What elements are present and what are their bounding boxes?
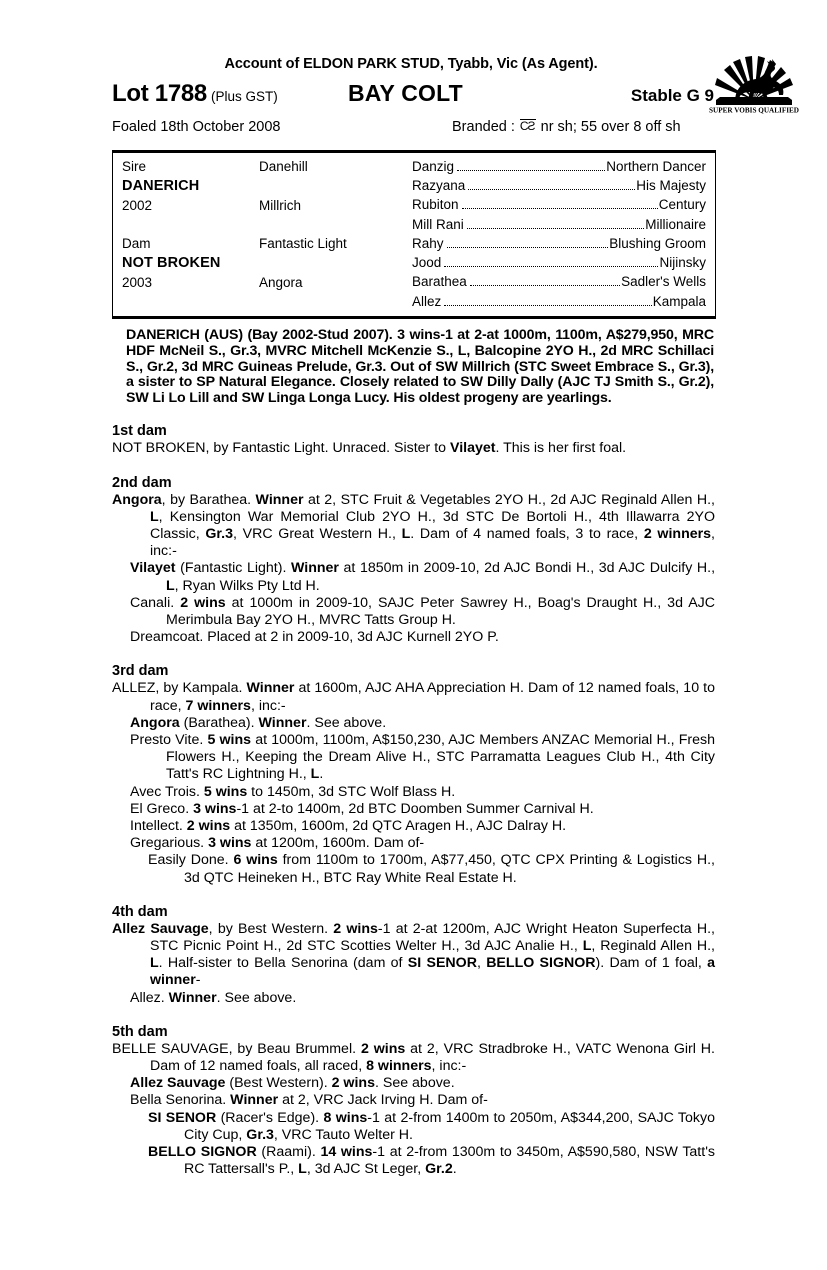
pedigree-grandparent-name: Rahy: [412, 235, 444, 251]
pedigree-entry: [112, 784, 716, 801]
foaled-branded-row: [112, 119, 716, 139]
entry-text: at 2, STC Fruit & Vegetables 2YO H., 2d AJC Reginald Allen H.,: [303, 491, 715, 508]
pedigree-rows: [113, 157, 715, 311]
entry-highlight: 2 winners: [643, 525, 712, 542]
pedigree-entry: [112, 1075, 716, 1092]
entry-highlight: Angora: [112, 491, 162, 508]
pedigree-entry: [112, 818, 716, 835]
pedigree-cell-generation3: [412, 255, 715, 271]
pedigree-row: [113, 196, 715, 215]
pedigree-cell-generation1: [113, 255, 259, 271]
entry-highlight: 2 wins: [360, 1040, 406, 1057]
catalogue-page: [112, 0, 799, 1178]
super-vobis-qualified-logo: [706, 54, 802, 116]
pedigree-parent-name: NOT BROKEN: [122, 255, 221, 272]
entry-highlight: L: [166, 577, 175, 594]
pedigree-row: [113, 215, 715, 234]
entry-text: at 2, VRC Jack Irving H. Dam of-: [278, 1092, 488, 1109]
pedigree-entry: [112, 680, 716, 714]
entry-highlight: L: [150, 508, 159, 525]
entry-highlight: 3 wins: [208, 835, 252, 852]
entry-highlight: a winner: [150, 955, 716, 989]
entry-highlight: BELLO SIGNOR: [486, 955, 596, 972]
pedigree-entry: [112, 835, 716, 852]
entry-text: . See above.: [216, 989, 297, 1006]
pedigree-cell-generation2: Angora: [259, 274, 303, 290]
entry-text: Avec Trois.: [130, 783, 204, 800]
pedigree-entry: [112, 715, 716, 732]
entry-text: NOT BROKEN, by Fantastic Light. Unraced. Sister to: [112, 440, 450, 457]
entry-text: Easily Done.: [148, 852, 234, 869]
entry-highlight: Angora: [130, 714, 180, 731]
entry-highlight: 2 wins: [331, 1075, 375, 1092]
pedigree-grandparent-name: Danzig: [412, 158, 455, 174]
entry-text: at 1600m, AJC AHA Appreciation H. Dam of 12 named foals, 10 to race,: [150, 680, 716, 714]
entry-text: ). Dam of 1 foal,: [595, 955, 708, 972]
entry-text: . Dam of 4 named foals, 3 to race,: [410, 525, 644, 542]
entry-text: , Kensington War Memorial Club 2YO H., 3d STC De Bortoli H., 4th Illawarra 2YO Classic,: [150, 508, 715, 542]
entry-highlight: Vilayet: [130, 560, 176, 577]
sire-description: DANERICH (AUS) (Bay 2002-Stud 2007). 3 wins-1 at 2-at 1000m, 1100m, A$279,950, MRC HDF McNeil S., Gr.3, MVRC Mitchell McKenzie S., L, Balcopine 2YO H., 2d MRC Schillaci S., Gr.2, 3d MRC Guineas Prelude, Gr.3. Out of SW Millrich (STC Sweet Embrace S., Gr.3), a sister to SP Natural Elegance. Closely related to SW Dilly Dally (AJC TJ Smith S., Gr.2), SW Li Lo Lill and SW Linga Longa Lucy. His oldest progeny are yearlings.: [126, 327, 714, 406]
pedigree-cell-generation1: 2002: [122, 197, 153, 213]
entry-highlight: 8 wins: [323, 1109, 368, 1126]
pedigree-great-grandparent-name: Nijinsky: [659, 255, 706, 271]
branded-detail: nr sh; 55 over 8 off sh: [536, 119, 681, 135]
pedigree-leader-dots: [470, 285, 620, 286]
pedigree-cell-generation2: Millrich: [259, 197, 301, 213]
entry-highlight: 14 wins: [320, 1144, 373, 1161]
pedigree-leader-dots: [444, 305, 651, 306]
pedigree-entry: [112, 1144, 716, 1178]
entry-text: .: [452, 1161, 457, 1178]
pedigree-entry: [112, 560, 716, 594]
pedigree-leader-dots: [462, 208, 658, 209]
lot-number: Lot 1788: [112, 80, 207, 107]
entry-text: Presto Vite.: [130, 731, 208, 748]
entry-text: . Half-sister to Bella Senorina (dam of: [158, 955, 408, 972]
entry-text: , VRC Tauto Welter H.: [273, 1126, 413, 1143]
entry-text: (Fantastic Light).: [175, 560, 291, 577]
pedigree-table: [112, 150, 716, 319]
dam-section: [112, 663, 716, 886]
entry-highlight: L: [401, 525, 411, 542]
pedigree-great-grandparent-name: Century: [658, 197, 706, 213]
entry-text: Dreamcoat. Placed at 2 in 2009-10, 3d AJC Kurnell 2YO P.: [130, 629, 499, 646]
entry-text: Bella Senorina.: [130, 1092, 231, 1109]
entry-highlight: L: [150, 955, 159, 972]
entry-highlight: 6 wins: [233, 852, 278, 869]
entry-text: -1 at 2-at 1200m, AJC Wright Heaton Superfecta H., STC Picnic Point H., 2d STC Scotties Welter H., 3d AJC Analie H.,: [150, 920, 715, 955]
account-line: Account of ELDON PARK STUD, Tyabb, Vic (As Agent).: [224, 56, 598, 72]
pedigree-great-grandparent-name: Sadler's Wells: [621, 274, 706, 290]
dam-sections: [112, 423, 716, 1178]
pedigree-cell-generation1: Dam: [122, 236, 151, 252]
pedigree-row: [113, 234, 715, 253]
brand-char-2: S: [528, 119, 536, 133]
pedigree-parent-name: DANERICH: [122, 177, 200, 194]
pedigree-cell-generation3: [412, 236, 715, 252]
pedigree-great-grandparent-name: Kampala: [652, 293, 706, 309]
pedigree-entry: [112, 595, 716, 629]
pedigree-entry: [112, 492, 716, 561]
pedigree-grandparent-name: Razyana: [412, 177, 466, 193]
entry-highlight: L: [582, 938, 592, 955]
foaled-date: Foaled 18th October 2008: [112, 119, 281, 135]
pedigree-cell-generation3: [412, 178, 715, 194]
pedigree-cell-generation3: [412, 159, 715, 175]
pedigree-cell-generation3: [412, 217, 715, 233]
lot-identifier: [112, 80, 334, 108]
lot-row: [112, 80, 716, 110]
dam-heading: 1st dam: [112, 423, 167, 440]
pedigree-entry: [112, 990, 716, 1007]
entry-text: , inc:-: [150, 525, 715, 560]
entry-highlight: Winner: [230, 1092, 279, 1109]
entry-text: , inc:-: [250, 697, 286, 714]
pedigree-great-grandparent-name: Blushing Groom: [609, 235, 706, 251]
entry-highlight: 2 wins: [180, 594, 226, 611]
pedigree-leader-dots: [447, 247, 609, 248]
dam-heading: 3rd dam: [112, 663, 169, 680]
entry-text: , by Barathea.: [161, 491, 256, 508]
pedigree-leader-dots: [468, 189, 635, 190]
entry-highlight: BELLO SIGNOR: [148, 1144, 257, 1161]
dam-heading: 2nd dam: [112, 474, 172, 491]
pedigree-row: [113, 273, 715, 292]
entry-text: Gregarious.: [130, 835, 209, 852]
entry-text: -1 at 2-from 1300m to 3450m, A$590,580, NSW Tatt's RC Tattersall's P.,: [184, 1144, 715, 1178]
entry-highlight: Winner: [255, 491, 304, 508]
entry-text: to 1450m, 3d STC Wolf Blass H.: [247, 783, 456, 800]
lot-gst-note: (Plus GST): [210, 89, 278, 104]
entry-highlight: 2 wins: [333, 920, 378, 937]
entry-text: Intellect.: [130, 818, 187, 834]
pedigree-row: [113, 176, 715, 195]
logo-caption: SUPER VOBIS QUALIFIED: [709, 106, 799, 115]
pedigree-grandparent-name: Mill Rani: [412, 216, 464, 232]
entry-text: -1 at 2-to 1400m, 2d BTC Doomben Summer Carnival H.: [236, 800, 594, 817]
pedigree-leader-dots: [444, 266, 658, 267]
entry-highlight: 8 winners: [366, 1058, 432, 1075]
pedigree-cell-generation1: [113, 178, 259, 194]
entry-text: from 1100m to 1700m, A$77,450, QTC CPX Printing & Logistics H., 3d QTC Heineken H., BTC Ray White Real Estate H.: [184, 852, 715, 886]
entry-text: . See above.: [374, 1075, 455, 1092]
entry-text: Allez.: [130, 989, 169, 1006]
entry-highlight: 7 winners: [185, 697, 251, 714]
entry-highlight: Gr.2: [425, 1161, 453, 1178]
branded-info: [452, 119, 716, 139]
pedigree-great-grandparent-name: Northern Dancer: [606, 158, 706, 174]
entry-highlight: SI SENOR: [407, 955, 477, 972]
entry-text: , by Best Western.: [208, 920, 334, 937]
entry-text: ,: [476, 955, 487, 972]
pedigree-entry: [112, 629, 716, 646]
brand-char-1: C: [519, 119, 529, 133]
pedigree-great-grandparent-name: His Majesty: [636, 177, 706, 193]
pedigree-leader-dots: [457, 170, 605, 171]
entry-highlight: Gr.3: [205, 525, 233, 542]
pedigree-grandparent-name: Barathea: [412, 274, 467, 290]
entry-text: , inc:-: [431, 1058, 467, 1075]
stable-label: Stable G 9: [630, 86, 714, 105]
entry-text: El Greco.: [130, 800, 194, 817]
entry-highlight: L: [310, 766, 320, 783]
pedigree-cell-generation3: [412, 294, 715, 310]
pedigree-grandparent-name: Jood: [412, 255, 442, 271]
pedigree-leader-dots: [467, 228, 644, 229]
entry-text: . This is her first foal.: [495, 440, 627, 457]
pedigree-entry: [112, 1110, 716, 1144]
entry-text: . See above.: [306, 714, 387, 731]
entry-text: (Barathea).: [179, 714, 259, 731]
brand-symbol: [520, 119, 536, 132]
pedigree-entry: [112, 440, 716, 457]
pedigree-cell-generation1: Sire: [122, 159, 147, 175]
dam-section: [112, 423, 716, 457]
entry-text: Canali.: [130, 594, 181, 611]
entry-highlight: 5 wins: [207, 731, 252, 748]
pedigree-cell-generation1: 2003: [122, 274, 153, 290]
entry-highlight: 2 wins: [186, 818, 231, 834]
pedigree-entry: [112, 1092, 716, 1109]
entry-highlight: Winner: [291, 560, 339, 577]
page-header: [112, 0, 799, 139]
entry-text: .: [319, 766, 324, 783]
dam-heading: 4th dam: [112, 903, 168, 920]
dam-section: [112, 475, 716, 647]
dam-section: [112, 904, 716, 1007]
pedigree-entry: [112, 1041, 716, 1075]
entry-text: at 1000m, 1100m, A$150,230, AJC Members ANZAC Memorial H., Fresh Flowers H., Keeping the Dream Alive H., STC Parramatta Leagues Club H., 4th City Tatt's RC Lightning H.,: [166, 731, 715, 783]
pedigree-row: [113, 253, 715, 272]
entry-text: at 1000m in 2009-10, SAJC Peter Sawrey H., Boag's Draught H., 3d AJC Merimbula Bay 2YO H., MVRC Tatts Group H.: [166, 594, 715, 628]
pedigree-cell-generation3: [412, 274, 715, 290]
entry-text: , Reginald Allen H.,: [591, 938, 716, 955]
pedigree-great-grandparent-name: Millionaire: [645, 216, 706, 232]
entry-text: at 1200m, 1600m. Dam of-: [251, 835, 425, 852]
pedigree-grandparent-name: Rubiton: [412, 197, 459, 213]
pedigree-entry: [112, 921, 716, 990]
branded-label: Branded :: [452, 119, 519, 135]
pedigree-cell-generation3: [412, 197, 715, 213]
pedigree-cell-generation2: Danehill: [259, 159, 308, 175]
entry-highlight: Winner: [258, 714, 307, 731]
pedigree-entry: [112, 732, 716, 784]
entry-text: (Best Western).: [225, 1075, 332, 1092]
pedigree-grandparent-name: Allez: [412, 293, 442, 309]
entry-text: at 1850m in 2009-10, 2d AJC Bondi H., 3d AJC Dulcify H.,: [338, 560, 716, 577]
pedigree-cell-generation2: Fantastic Light: [259, 236, 347, 252]
entry-highlight: SI SENOR: [148, 1109, 217, 1126]
entry-highlight: Allez Sauvage: [130, 1075, 226, 1092]
pedigree-row: [113, 157, 715, 176]
entry-highlight: L: [298, 1161, 307, 1178]
entry-highlight: Winner: [246, 680, 295, 697]
dam-section: [112, 1024, 716, 1179]
animal-type: BAY COLT: [348, 80, 463, 106]
entry-highlight: Winner: [168, 989, 217, 1006]
entry-text: at 2, VRC Stradbroke H., VATC Wenona Girl H. Dam of 12 named foals, all raced,: [150, 1040, 715, 1075]
entry-highlight: Allez Sauvage: [112, 920, 209, 937]
pedigree-entry: [112, 801, 716, 818]
entry-text: ALLEZ, by Kampala.: [112, 680, 247, 697]
entry-highlight: 5 wins: [203, 783, 248, 800]
entry-highlight: 3 wins: [193, 800, 237, 817]
entry-text: , Ryan Wilks Pty Ltd H.: [174, 577, 320, 594]
entry-text: (Raami).: [256, 1144, 321, 1161]
entry-text: -: [195, 972, 201, 989]
dam-heading: 5th dam: [112, 1023, 168, 1040]
entry-text: -1 at 2-from 1400m to 2050m, A$344,200, SAJC Tokyo City Cup,: [184, 1109, 715, 1143]
pedigree-row: [113, 292, 715, 311]
pedigree-entry: [112, 852, 716, 886]
entry-text: , VRC Great Western H.,: [232, 525, 402, 542]
entry-text: , 3d AJC St Leger,: [306, 1161, 426, 1178]
entry-text: (Racer's Edge).: [216, 1109, 324, 1126]
entry-text: at 1350m, 1600m, 2d QTC Aragen H., AJC Dalray H.: [230, 818, 567, 834]
entry-highlight: Gr.3: [246, 1126, 274, 1143]
entry-text: BELLE SAUVAGE, by Beau Brummel.: [112, 1040, 361, 1057]
entry-highlight: Vilayet: [450, 440, 496, 457]
